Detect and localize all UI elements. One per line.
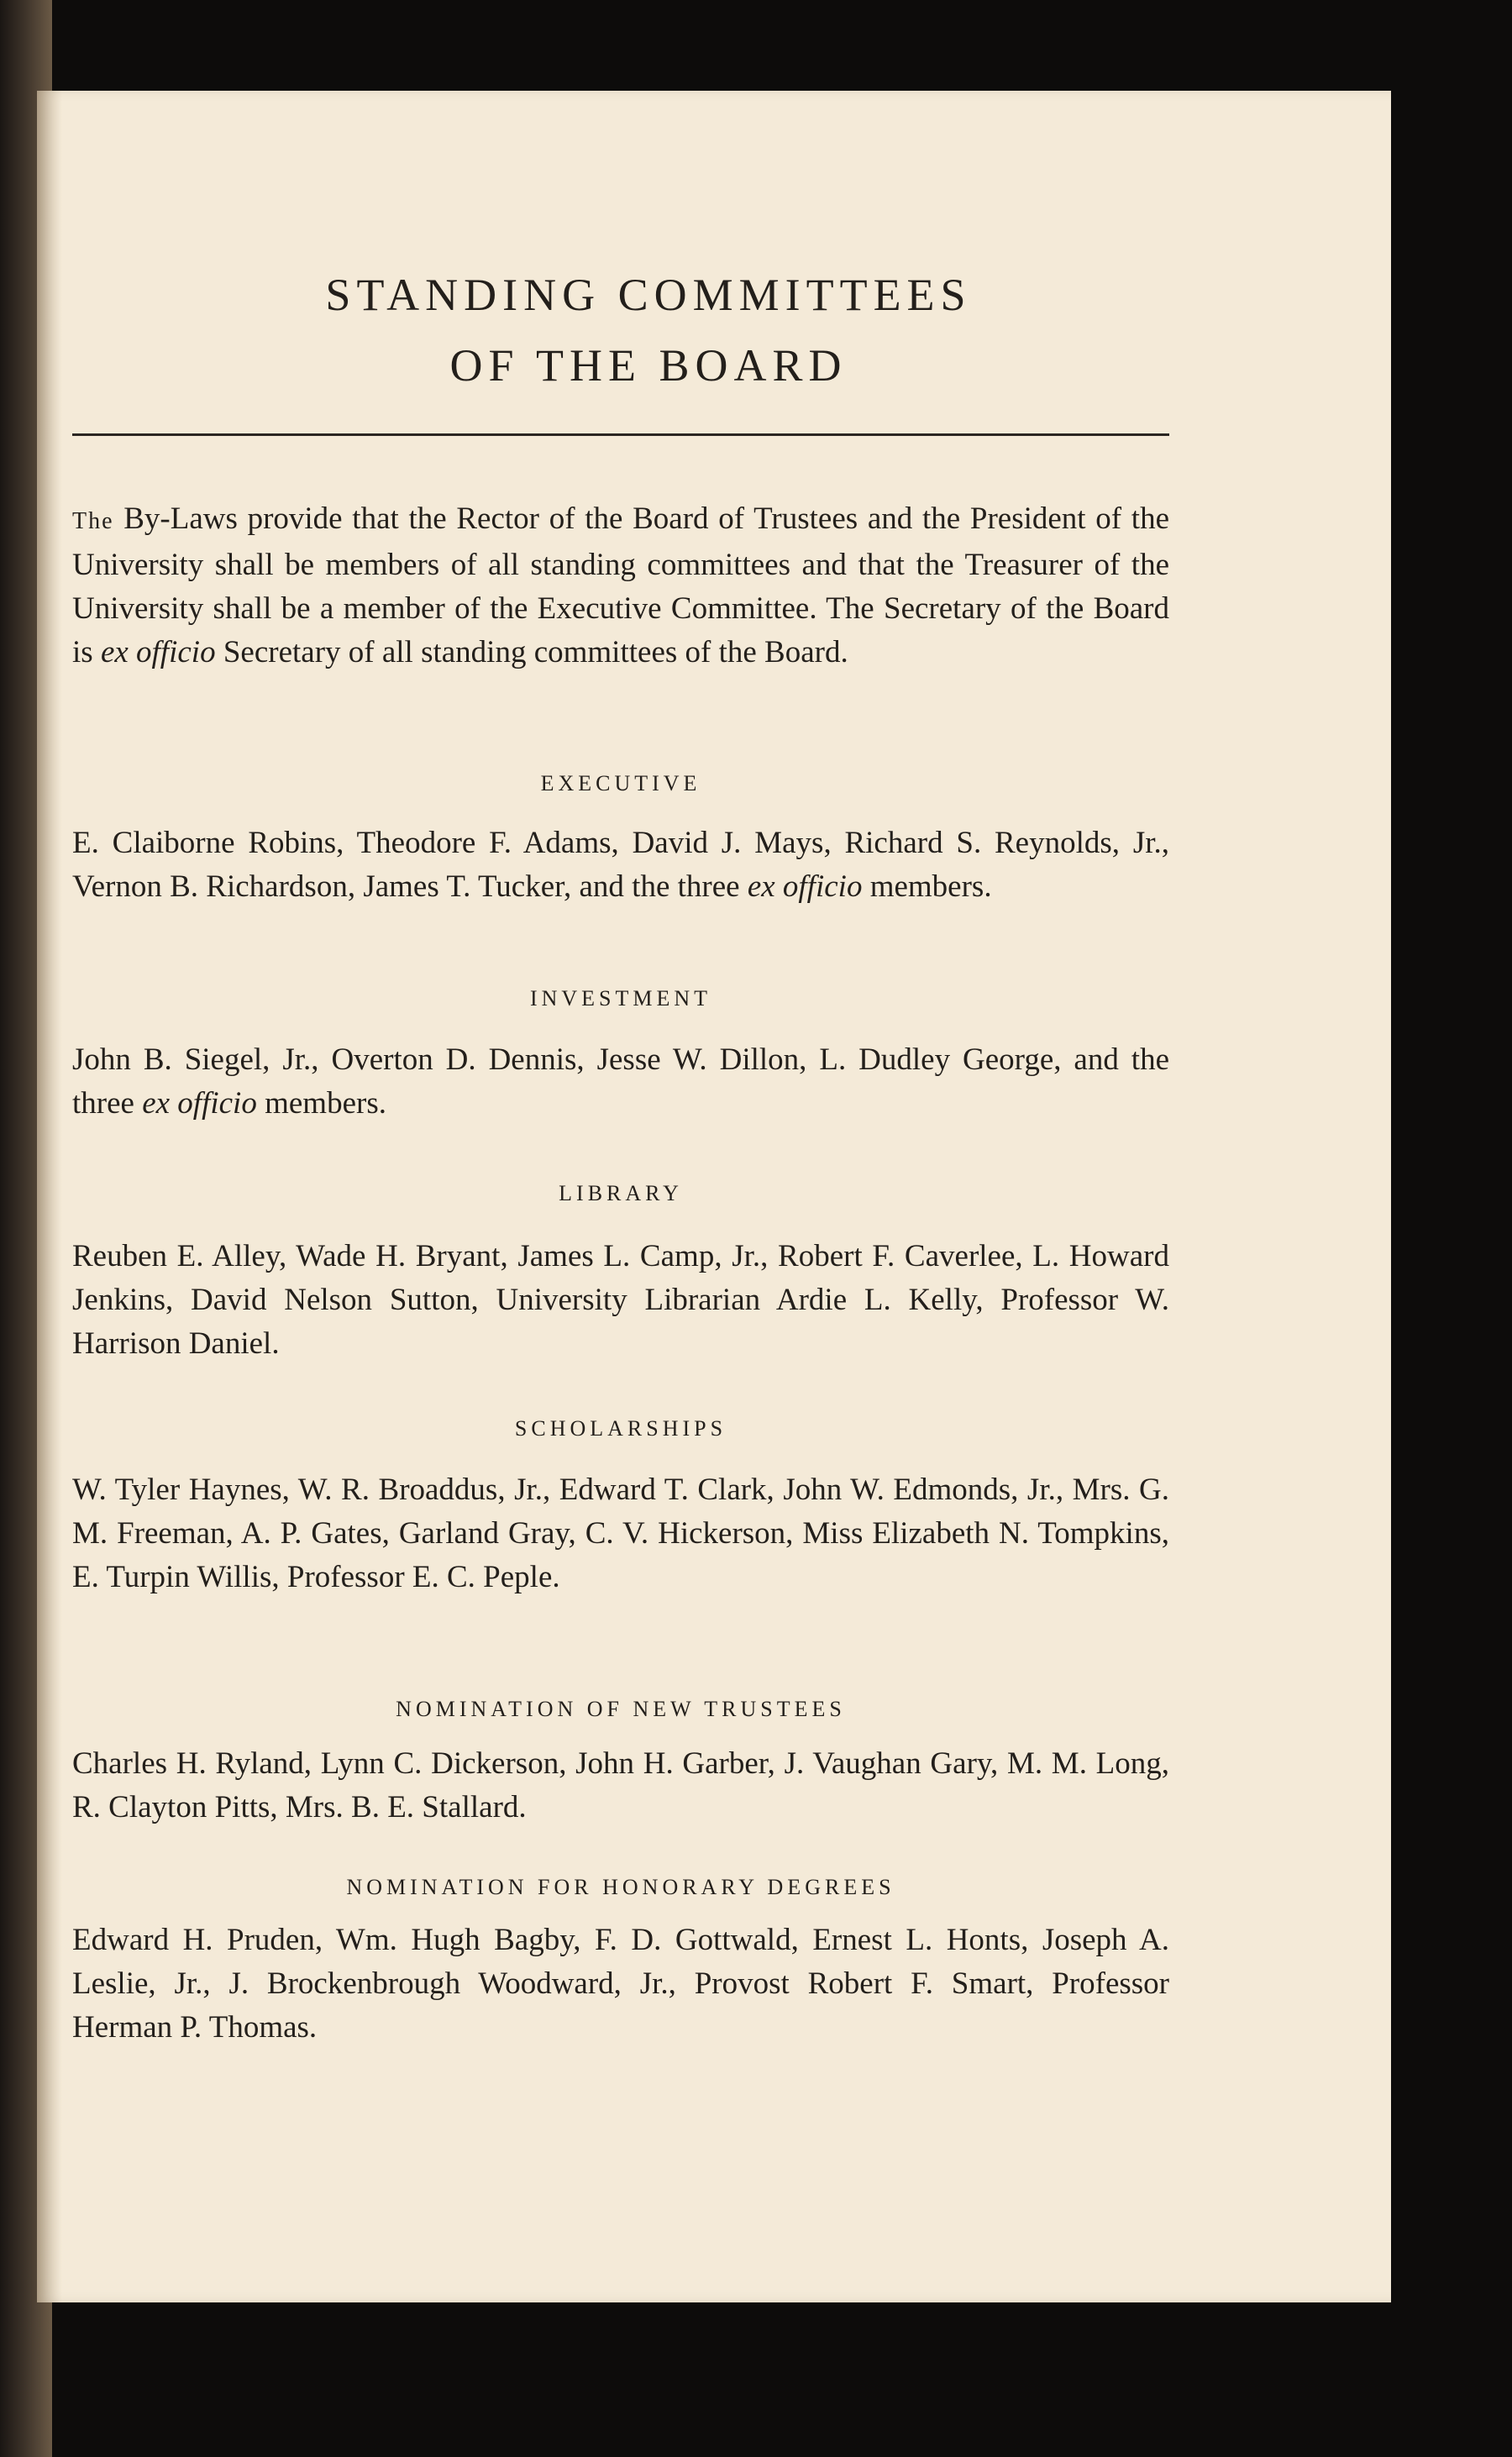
committee-heading-honorary-degrees: NOMINATION FOR HONORARY DEGREES	[346, 1875, 895, 1899]
members-tail: members.	[862, 869, 992, 904]
page-title-line-2: OF THE BOARD	[449, 340, 848, 391]
committee-members-investment	[72, 1038, 1169, 1126]
intro-paragraph	[72, 497, 1169, 675]
committee-members-honorary-degrees: Edward H. Pruden, Wm. Hugh Bagby, F. D. Gottwald, Ernest L. Honts, Joseph A. Leslie, Jr., J. Brockenbrough Woodward, Jr., Provost Robert F. Smart, Professor Herman P. Thomas.	[72, 1923, 1169, 2045]
members-text: John B. Siegel, Jr., Overton D. Dennis, Jesse W. Dillon, L. Dudley George, and the three	[72, 1042, 1169, 1121]
page-title-line-1: STANDING COMMITTEES	[325, 270, 972, 320]
committee-members-library: Reuben E. Alley, Wade H. Bryant, James L. Camp, Jr., Robert F. Caverlee, L. Howard Jenkins, David Nelson Sutton, University Librarian Ardie L. Kelly, Professor W. Harrison Daniel.	[72, 1239, 1169, 1361]
book-page	[37, 91, 1391, 2302]
intro-lead-word: The	[72, 508, 114, 534]
page-gutter-shade	[37, 91, 62, 2302]
committee-heading-nomination-trustees: NOMINATION OF NEW TRUSTEES	[396, 1697, 846, 1721]
committee-heading-scholarships: SCHOLARSHIPS	[514, 1416, 727, 1441]
intro-text-after: Secretary of all standing committees of the Board.	[215, 635, 848, 669]
members-italic: ex officio	[747, 869, 863, 904]
committee-members-scholarships: W. Tyler Haynes, W. R. Broaddus, Jr., Edward T. Clark, John W. Edmonds, Jr., Mrs. G. M. Freeman, A. P. Gates, Garland Gray, C. V. Hickerson, Miss Elizabeth N. Tompkins, E. Turpin Willis, Professor E. C. Peple.	[72, 1473, 1169, 1594]
intro-text-before: By-Laws provide that the Rector of the Board of Trustees and the President of the University shall be members of all standing committees and that the Treasurer of the University shall be a member of the Executive Committee. The Secretary of the Board is	[72, 501, 1169, 669]
committee-members-executive	[72, 822, 1169, 909]
members-italic: ex officio	[142, 1086, 257, 1121]
committee-heading-investment: INVESTMENT	[529, 986, 712, 1011]
committee-heading-executive: EXECUTIVE	[540, 771, 701, 795]
members-tail: members.	[256, 1086, 386, 1121]
committee-members-nomination-trustees: Charles H. Ryland, Lynn C. Dickerson, John H. Garber, J. Vaughan Gary, M. M. Long, R. Clayton Pitts, Mrs. B. E. Stallard.	[72, 1746, 1169, 1824]
members-text: E. Claiborne Robins, Theodore F. Adams, David J. Mays, Richard S. Reynolds, Jr., Vernon B. Richardson, James T. Tucker, and the three	[72, 826, 1169, 904]
committee-heading-library: LIBRARY	[559, 1181, 683, 1205]
intro-italic: ex officio	[100, 635, 216, 669]
title-rule	[72, 433, 1169, 436]
